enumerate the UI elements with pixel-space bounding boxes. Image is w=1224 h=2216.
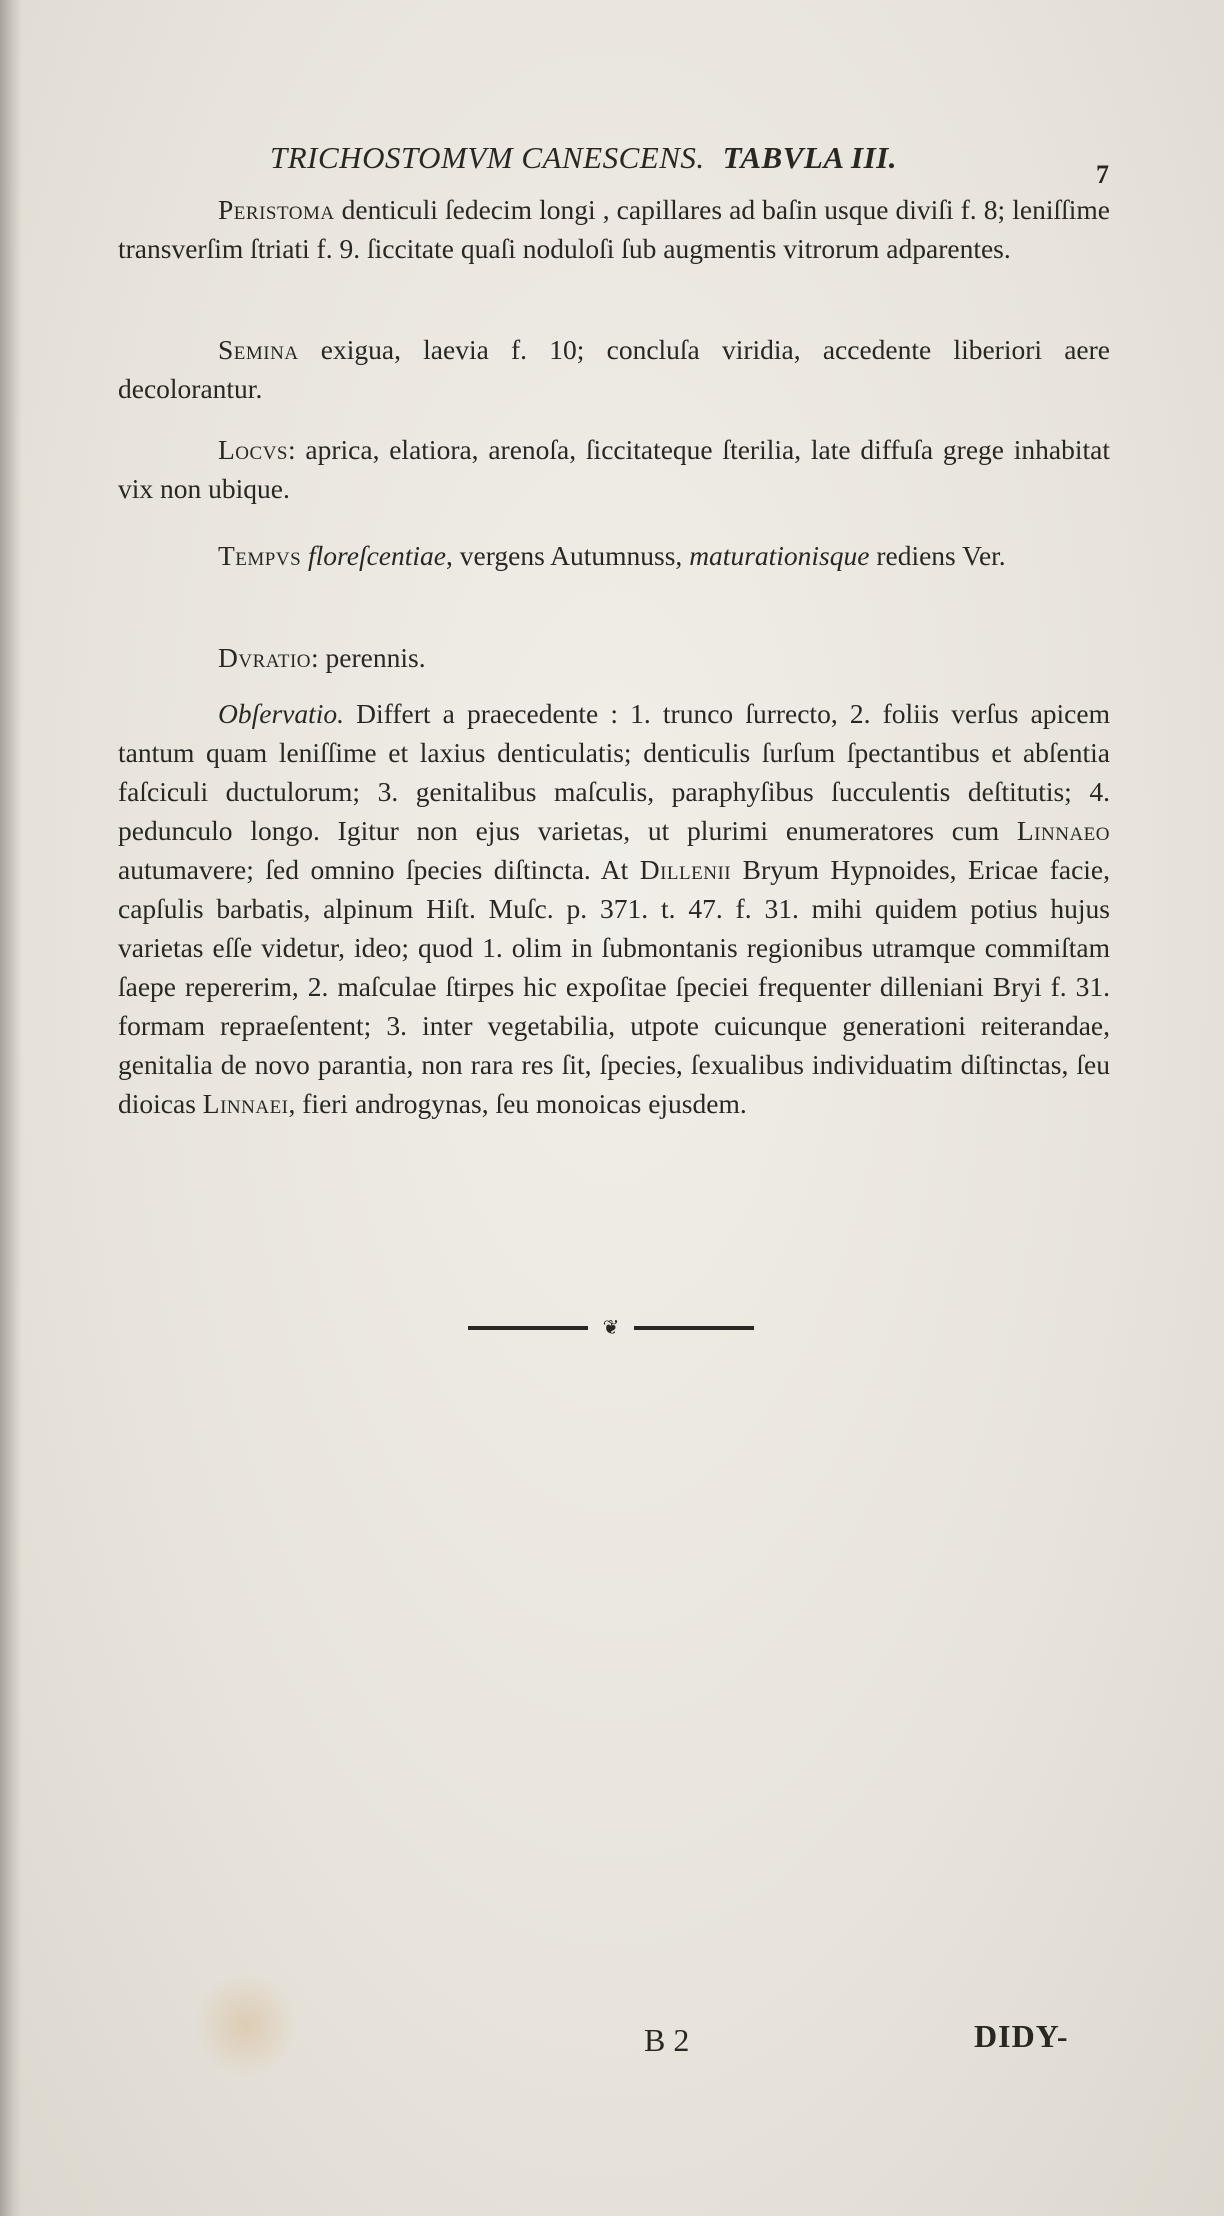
page-edge-shadow — [0, 0, 22, 2216]
ornament-rule-right — [634, 1326, 754, 1330]
paragraph-peristoma — [118, 190, 1110, 268]
paragraph-tempus — [118, 536, 1110, 575]
paragraph-duratio — [118, 638, 1110, 677]
catchword: DIDY- — [974, 2018, 1069, 2054]
locus-lead: Locvs — [218, 434, 288, 465]
observatio-part1: Differt a praecedente : 1. trunco ſurrecto, 2. foliis verſus apicem tantum quam leniſſime et laxius denticulatis; denticulis ſurſum ſpectantibus et abſentia faſciculi ductulorum; 3. genitalibus maſculis, paraphyſibus ſucculentis deſtitutis; 4. pedunculo longo. Igitur non ejus varietas, ut plurimi enumeratores cum — [118, 698, 1110, 846]
duratio-text: : perennis. — [311, 642, 426, 673]
tempus-lead: Tempvs — [218, 540, 302, 571]
tempus-mid: , vergens Autumnuss, — [446, 540, 690, 571]
paper-stain — [196, 1970, 296, 2080]
locus-text: : aprica, elatiora, arenoſa, ſiccitateque ſterilia, late diffuſa grege inhabitat vix non ubique. — [118, 434, 1110, 504]
ornamental-rule — [468, 1316, 754, 1340]
tempus-end: rediens Ver. — [869, 540, 1006, 571]
signature-mark: B 2 — [644, 2022, 690, 2058]
ornament-rule-left — [468, 1326, 588, 1330]
observatio-lead: Obſervatio. — [218, 698, 345, 729]
running-head-tabula: TABVLA III. — [722, 140, 897, 175]
observatio-linnaeo: Linnaeo — [1016, 815, 1110, 846]
duratio-lead: Dvratio — [218, 642, 312, 673]
paragraph-observatio — [118, 694, 1110, 1123]
observatio-part2: autumavere; ſed omnino ſpecies diſtincta. At — [118, 854, 640, 885]
observatio-linnaei: Linnaei — [202, 1088, 289, 1119]
observatio-part3: Bryum Hypnoides, Ericae facie, capſulis barbatis, alpinum Hiſt. Muſc. p. 371. t. 47. f. 31. mihi quidem potius hujus varietas eſſe videtur, ideo; quod 1. olim in ſubmontanis regionibus utramque commiſtam ſaepe repererim, 2. maſculae ſtirpes hic expoſitae ſpeciei frequenter dilleniani Bryi f. 31. formam repraeſentent; 3. inter vegetabilia, utpote cuicunque generationi reiterandae, genitalia de novo parantia, non rara res ſit, ſpecies, ſexualibus individuatim diſtinctas, ſeu dioicas — [118, 854, 1110, 1119]
ornament-knot-icon: ❦ — [602, 1317, 620, 1339]
peristoma-lead: Peristoma — [218, 194, 335, 225]
semina-text: exigua, laevia f. 10; concluſa viridia, accedente liberiori aere decolorantur. — [118, 334, 1110, 404]
page-number: 7 — [1096, 160, 1109, 189]
observatio-dillenii: Dillenii — [639, 854, 732, 885]
paragraph-semina — [118, 330, 1110, 408]
tempus-italic-maturationis: maturationisque — [689, 540, 870, 571]
running-head — [270, 140, 970, 176]
semina-lead: Semina — [218, 334, 299, 365]
paragraph-locus — [118, 430, 1110, 508]
peristoma-text: denticuli ſedecim longi , capillares ad baſin usque diviſi f. 8; leniſſime transverſim ſtriati f. 9. ſiccitate quaſi noduloſi ſub augmentis vitrorum adparentes. — [118, 194, 1110, 264]
running-head-title: TRICHOSTOMVM CANESCENS. — [270, 140, 705, 175]
observatio-part4: , fieri androgynas, ſeu monoicas ejusdem. — [288, 1088, 747, 1119]
tempus-italic-florescentiae: floreſcentiae — [308, 540, 446, 571]
